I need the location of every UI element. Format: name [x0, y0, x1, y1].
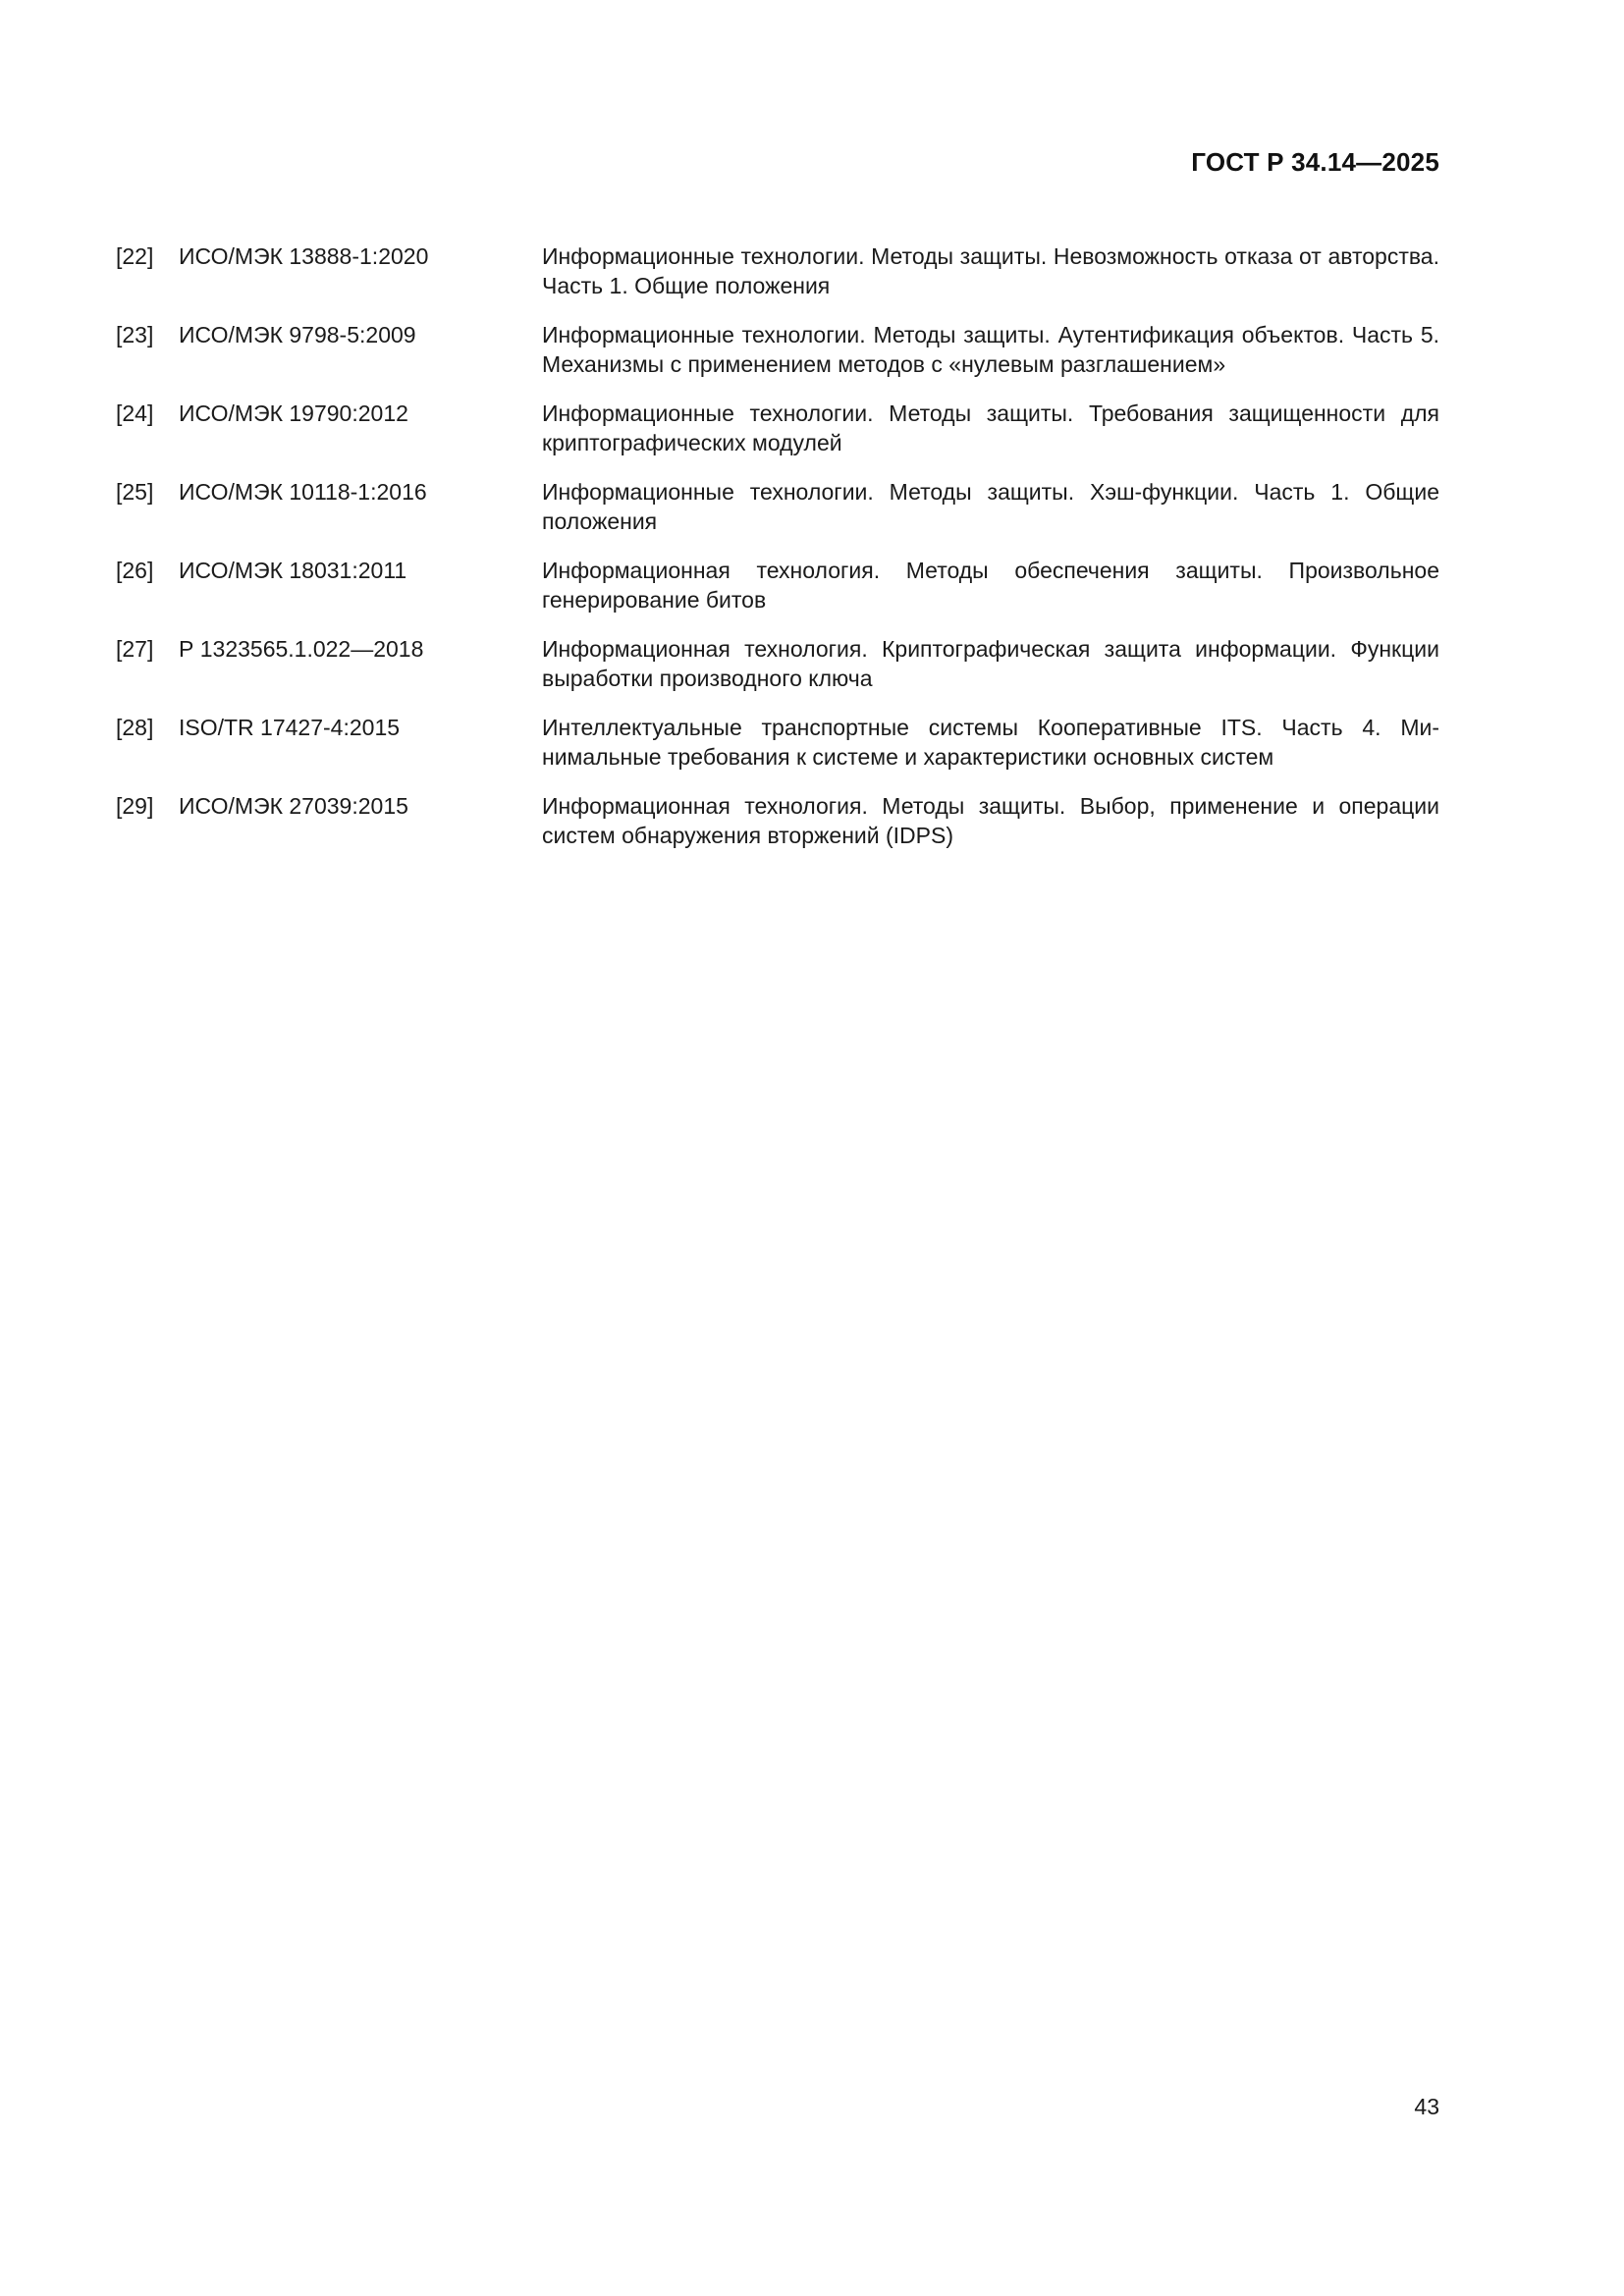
bibliography-entry	[116, 556, 1439, 614]
entry-standard-code: ИСО/МЭК 27039:2015	[179, 793, 408, 819]
entry-title: Информационная технология. Криптографическая защита информации. Функции выработки производного ключа	[542, 636, 1439, 691]
entry-standard-code: ИСО/МЭК 19790:2012	[179, 400, 408, 426]
entry-standard-code: ИСО/МЭК 10118-1:2016	[179, 479, 427, 505]
entry-standard-code: Р 1323565.1.022—2018	[179, 636, 424, 662]
entry-standard-code: ISO/TR 17427-4:2015	[179, 715, 401, 740]
entry-standard-code: ИСО/МЭК 9798-5:2009	[179, 322, 416, 347]
entry-title: Информационные технологии. Методы защиты. Требования защищенности для криптографических модулей	[542, 400, 1439, 455]
entry-title: Интеллектуальные транспортные системы Кооперативные ITS. Часть 4. Минимальные требования к системе и характеристики основных систем	[542, 715, 1439, 770]
entry-title: Информационные технологии. Методы защиты. Невозможность отказа от авторства. Часть 1. Общие положения	[542, 243, 1439, 298]
entry-title: Информационные технологии. Методы защиты. Аутентификация объектов. Часть 5. Механизмы с применением методов с «нулевым разглашением»	[542, 322, 1439, 377]
entry-number: [27]	[116, 636, 154, 662]
entry-standard-code: ИСО/МЭК 13888-1:2020	[179, 243, 429, 269]
bibliography-entry	[116, 320, 1439, 379]
bibliography-entry	[116, 399, 1439, 457]
entry-title: Информационная технология. Методы обеспечения защиты. Произвольное генерирование битов	[542, 558, 1439, 613]
entry-title: Информационные технологии. Методы защиты. Хэш-функции. Часть 1. Общие положения	[542, 479, 1439, 534]
entry-number: [22]	[116, 243, 154, 269]
bibliography-entry	[116, 791, 1439, 850]
entry-number: [23]	[116, 322, 154, 347]
bibliography-entry	[116, 713, 1439, 772]
entry-number: [29]	[116, 793, 154, 819]
document-header-code: ГОСТ Р 34.14—2025	[1191, 147, 1439, 177]
bibliography-entry	[116, 477, 1439, 536]
entry-standard-code: ИСО/МЭК 18031:2011	[179, 558, 407, 583]
entry-title: Информационная технология. Методы защиты. Выбор, применение и операции систем обнаружения вторжений (IDPS)	[542, 793, 1439, 848]
bibliography-entry	[116, 634, 1439, 693]
entry-number: [24]	[116, 400, 154, 426]
entry-number: [28]	[116, 715, 154, 740]
page-number: 43	[1414, 2094, 1439, 2119]
entry-number: [26]	[116, 558, 154, 583]
bibliography-list	[116, 241, 1439, 870]
bibliography-entry	[116, 241, 1439, 300]
entry-number: [25]	[116, 479, 154, 505]
